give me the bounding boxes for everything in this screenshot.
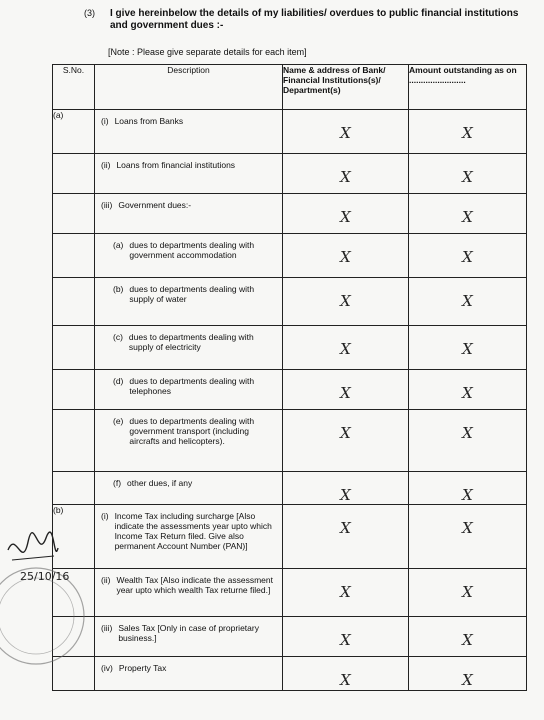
row-name-address [283,110,409,154]
cross-mark: X [462,340,473,358]
row-item-number: (a) [113,240,124,250]
row-name-address [283,410,409,472]
header-amount: Amount outstanding as on ........................ [409,65,527,110]
row-description [95,234,283,278]
row-item-text: dues to departments dealing with supply of electricity [128,332,254,352]
header-sno: S.No. [53,65,95,110]
row-description [95,154,283,194]
cross-mark: X [462,292,473,310]
row-item-text: Income Tax including surcharge [Also indicate the assessments year upto which Income Tax Return filed. Give also permanent Account Number (PAN)] [114,511,272,551]
section-heading: I give hereinbelow the details of my liabilities/ overdues to public financial institutions and government dues :- [110,8,519,31]
row-description [95,410,283,472]
row-item-text: Wealth Tax [Also indicate the assessment year upto which wealth Tax returne filed.] [116,575,273,595]
row-sno [53,472,95,505]
cross-mark: X [340,424,351,442]
row-description [95,657,283,691]
row-amount [409,326,527,370]
row-sno [53,410,95,472]
row-item-number: (e) [113,416,124,426]
row-item-number: (ii) [101,575,111,585]
row-sno [53,326,95,370]
row-name-address [283,505,409,569]
row-item-text: Loans from financial institutions [116,160,236,170]
row-sno [53,370,95,410]
cross-mark: X [462,124,473,142]
row-name-address [283,234,409,278]
row-item-number: (i) [101,511,109,521]
row-amount [409,617,527,657]
cross-mark: X [340,631,351,649]
row-name-address [283,569,409,617]
row-description [95,569,283,617]
row-amount [409,154,527,194]
cross-mark: X [340,292,351,310]
row-name-address [283,154,409,194]
row-description [95,505,283,569]
liabilities-table [52,64,527,691]
row-amount [409,278,527,326]
row-name-address [283,194,409,234]
row-amount [409,370,527,410]
row-item-text: Loans from Banks [114,116,184,126]
row-description [95,472,283,505]
cross-mark: X [462,583,473,601]
row-amount [409,110,527,154]
cross-mark: X [462,248,473,266]
row-item-text: other dues, if any [127,478,193,488]
cross-mark: X [462,519,473,537]
row-item-text: dues to departments dealing with telephones [129,376,255,396]
row-sno [53,278,95,326]
row-description [95,326,283,370]
row-amount [409,410,527,472]
cross-mark: X [462,631,473,649]
row-description [95,194,283,234]
row-sno [53,154,95,194]
table-row [53,410,527,472]
row-item-number: (iii) [101,200,113,210]
table-header-row [53,65,527,110]
row-name-address [283,472,409,505]
cross-mark: X [462,168,473,186]
cross-mark: X [462,208,473,226]
row-sno [53,234,95,278]
row-name-address [283,278,409,326]
table-row [53,617,527,657]
row-item-number: (d) [113,376,124,386]
table-row [53,234,527,278]
row-sno: (b) [53,505,95,569]
cross-mark: X [462,486,473,504]
note-text: [Note : Please give separate details for each item] [108,47,307,57]
row-item-number: (ii) [101,160,111,170]
row-name-address [283,326,409,370]
row-description [95,617,283,657]
table-row [53,505,527,569]
cross-mark: X [340,208,351,226]
cross-mark: X [340,519,351,537]
row-item-text: dues to departments dealing with government accommodation [129,240,255,260]
row-name-address [283,617,409,657]
table-row [53,154,527,194]
table-row [53,569,527,617]
row-item-number: (b) [113,284,124,294]
row-description [95,370,283,410]
table-row [53,657,527,691]
cross-mark: X [340,671,351,689]
row-item-text: dues to departments dealing with government transport (including aircrafts and helicopters). [129,416,255,446]
row-item-number: (iv) [101,663,113,673]
row-amount [409,569,527,617]
row-name-address [283,657,409,691]
cross-mark: X [340,583,351,601]
cross-mark: X [340,384,351,402]
row-amount [409,472,527,505]
row-sno [53,194,95,234]
row-name-address [283,370,409,410]
signature-date: 25/10/16 [20,570,70,583]
cross-mark: X [462,384,473,402]
row-sno [53,569,95,617]
cross-mark: X [340,340,351,358]
table-row [53,472,527,505]
row-item-number: (i) [101,116,109,126]
row-item-number: (f) [113,478,122,488]
row-description [95,110,283,154]
header-name-address: Name & address of Bank/ Financial Institutions(s)/ Department(s) [283,65,409,110]
cross-mark: X [340,168,351,186]
table-row [53,278,527,326]
cross-mark: X [462,424,473,442]
row-amount [409,194,527,234]
table-row [53,110,527,154]
row-amount [409,657,527,691]
table-row [53,194,527,234]
row-amount [409,505,527,569]
row-item-text: Government dues:- [118,200,192,210]
row-description [95,278,283,326]
cross-mark: X [340,486,351,504]
row-sno: (a) [53,110,95,154]
table-row [53,326,527,370]
row-sno [53,657,95,691]
row-item-number: (iii) [101,623,113,633]
row-item-number: (c) [113,332,123,342]
row-item-text: Sales Tax [Only in case of proprietary business.] [118,623,259,643]
section-number: (3) [84,8,95,18]
row-sno [53,617,95,657]
row-amount [409,234,527,278]
row-item-text: dues to departments dealing with supply of water [129,284,255,304]
cross-mark: X [462,671,473,689]
cross-mark: X [340,248,351,266]
row-item-text: Property Tax [118,663,167,673]
cross-mark: X [340,124,351,142]
header-description: Description [95,65,283,110]
table-row [53,370,527,410]
